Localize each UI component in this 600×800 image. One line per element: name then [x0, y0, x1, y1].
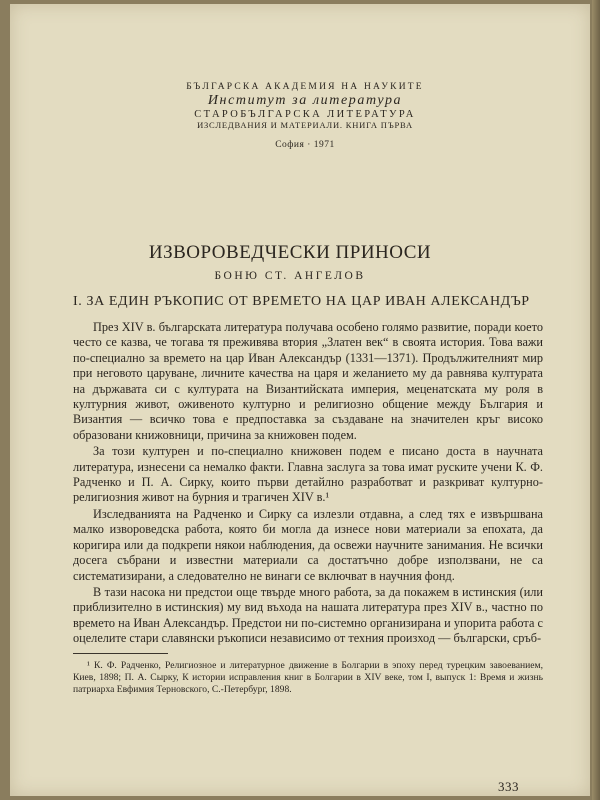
article-body [73, 320, 543, 648]
paragraph: За този културен и по-специално книжовен подем е писано доста в научната литература, изнесени са немалко факти. Главна заслуга за това имат руските учени К. Ф. Радченко и П. А. Сирку, които първи детайлно разработват и разкриват културно-религиозния живот на бурния и трагичен XIV в.¹ [73, 444, 543, 505]
series-subtitle: ИЗСЛЕДВАНИЯ И МАТЕРИАЛИ. КНИГА ПЪРВА [197, 120, 413, 131]
institute-name: Институт за литература [207, 92, 403, 108]
footnote [73, 660, 543, 697]
place-year: София · 1971 [275, 139, 335, 150]
article-title: ИЗВОРОВЕДЧЕСКИ ПРИНОСИ [148, 242, 432, 263]
page-number: 333 [498, 779, 519, 794]
paragraph: Изследванията на Радченко и Сирку са излезли отдавна, а след тях е извършвана малко изворoведска работа, която би могла да изнесе нови материали за епохата, да коригира или да подкрепи някои наблюдения, да освежи научните занимания. Не всички досега събрани и известни материали са достатъчно добре използвани, не са систематизирани, а следователно не винаги се включват в научния фонд. [73, 506, 543, 583]
academy-name: БЪЛГАРСКА АКАДЕМИЯ НА НАУКИТЕ [186, 82, 424, 92]
series-title: СТАРОБЪЛГАРСКА ЛИТЕРАТУРА [194, 109, 416, 121]
footnote-text: ¹ К. Ф. Радченко, Религиозное и литературное движение в Болгарии в эпоху перед турецким завоеванием, Киев, 1898; П. А. Сырку, К истории исправления книг в Болгарии в XIV веке, том I, выпуск 1: Время и жизнь патриарха Евфимия Терновского, С.-Петербург, 1898. [73, 660, 543, 696]
paragraph: В тази насока ни предстои още твърде много работа, за да покажем в истинския (или приблизително в истинския) му вид въхода на нашата литература през XIV в., частно по времето на Иван Александър. Предстои ни по-системно организирана и упорита работа с оцелелите стари славянски ръкописи независимо от техния произход — български, сръб- [73, 584, 543, 646]
article-author: БОНЮ СТ. АНГЕЛОВ [214, 270, 366, 282]
publication-header [150, 82, 460, 151]
paragraph: През XIV в. българската литература получава особено голямо развитие, поради което често се казва, че тогава тя преживява втория „Златен век“ в своята история. Това важи по-специално за времето на цар Иван Александър (1331—1371). Продължителният мир при неговото царуване, личните качества на царя и желанието му да равнява културата на държавата си с културата на Византийската империя, меценатската му роля в културния живот, оживеното културно и религиозно общение между България и Византия — всичко това е предпоставка за създаване на значителен кръг високо образовани книжовници, причина за книжовен подем. [73, 320, 543, 442]
footnote-divider [73, 653, 168, 654]
book-edge [592, 0, 600, 800]
section-heading: I. ЗА ЕДИН РЪКОПИС ОТ ВРЕМЕТО НА ЦАР ИВАН АЛЕКСАНДЪР [73, 294, 530, 309]
